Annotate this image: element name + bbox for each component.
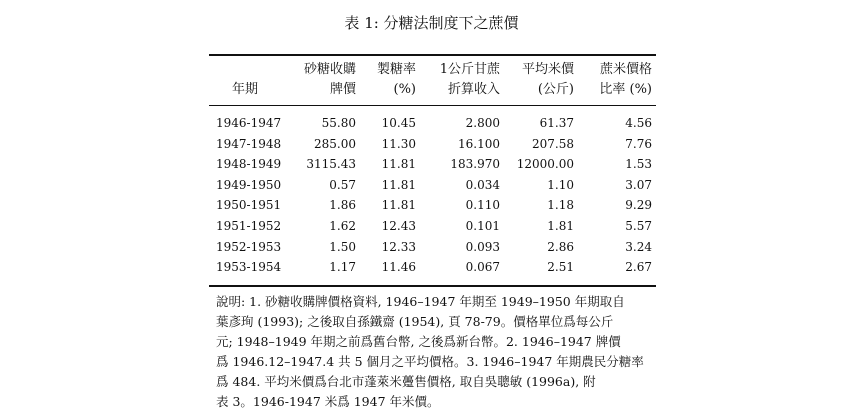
cell-ratio: 7.76 bbox=[625, 136, 652, 151]
cell-rice: 12000.00 bbox=[516, 157, 574, 172]
cell-period: 1951-1952 bbox=[216, 219, 282, 233]
cell-yield: 12.33 bbox=[381, 239, 416, 254]
cell-period: 1948-1949 bbox=[216, 157, 282, 172]
header-rice-line1: 平均米價 bbox=[521, 62, 574, 77]
cell-ratio: 1.53 bbox=[625, 157, 652, 172]
cell-yield: 11.46 bbox=[381, 260, 416, 275]
note-line: 爲 1946.12–1947.4 共 5 個月之平均價格。3. 1946–1947 年期農民分糖率 bbox=[216, 354, 644, 369]
cell-period: 1946-1947 bbox=[216, 116, 282, 130]
note-line: 表 3。1946-1947 米爲 1947 年米價。 bbox=[216, 394, 440, 409]
cell-yield: 11.81 bbox=[381, 198, 416, 213]
cell-period: 1953-1954 bbox=[216, 260, 282, 275]
cell-price: 1.17 bbox=[329, 260, 356, 275]
cell-income: 0.067 bbox=[465, 260, 500, 275]
cell-ratio: 3.07 bbox=[625, 177, 652, 192]
header-price-line1: 砂糖收購 bbox=[303, 62, 356, 77]
note-line: 元; 1948–1949 年期之前爲舊台幣, 之後爲新台幣。2. 1946–1947 牌價 bbox=[216, 334, 621, 349]
cell-price: 0.57 bbox=[329, 177, 356, 192]
note-line: 葉彥珣 (1993); 之後取自孫鐵齋 (1954), 頁 78-79。價格單位爲每公斤 bbox=[216, 314, 614, 329]
header-yield-line2: (%) bbox=[393, 82, 416, 97]
cell-ratio: 9.29 bbox=[625, 198, 652, 213]
cell-yield: 10.45 bbox=[381, 116, 416, 130]
header-income-line2: 折算收入 bbox=[447, 82, 500, 97]
header-rice-line2: (公斤) bbox=[537, 82, 574, 97]
cell-price: 55.80 bbox=[321, 116, 356, 130]
cell-income: 0.093 bbox=[465, 239, 500, 254]
cell-rice: 2.86 bbox=[547, 239, 574, 254]
header-period-text: 年期 bbox=[232, 82, 259, 97]
cell-income: 0.110 bbox=[465, 198, 500, 213]
table-row bbox=[0, 237, 863, 257]
table-row bbox=[0, 216, 863, 236]
cell-price: 1.62 bbox=[329, 219, 356, 233]
header-rice bbox=[502, 60, 574, 100]
cell-rice: 1.10 bbox=[547, 177, 574, 192]
cell-income: 183.970 bbox=[450, 157, 500, 172]
table-caption: 表 1: 分糖法制度下之蔗價 bbox=[344, 14, 519, 32]
table-row bbox=[0, 175, 863, 195]
header-yield-line1: 製糖率 bbox=[376, 62, 416, 77]
cell-income: 16.100 bbox=[458, 136, 500, 151]
cell-ratio: 3.24 bbox=[625, 239, 652, 254]
cell-income: 2.800 bbox=[465, 116, 500, 130]
cell-period: 1947-1948 bbox=[216, 136, 282, 151]
cell-price: 1.50 bbox=[329, 239, 356, 254]
header-ratio-line1: 蔗米價格 bbox=[599, 62, 652, 77]
cell-income: 0.101 bbox=[465, 219, 500, 233]
cell-yield: 11.81 bbox=[381, 177, 416, 192]
cell-price: 3115.43 bbox=[306, 157, 356, 172]
top-rule bbox=[209, 54, 656, 56]
table-row bbox=[0, 257, 863, 277]
header-income-line1: 1公斤甘蔗 bbox=[439, 62, 500, 77]
note-line: 說明: 1. 砂糖收購牌價格資料, 1946–1947 年期至 1949–1950 年期取自 bbox=[216, 294, 625, 309]
header-income bbox=[420, 60, 500, 100]
cell-period: 1949-1950 bbox=[216, 177, 282, 192]
note-line: 爲 484. 平均米價爲台北市蓬萊米躉售價格, 取自吳聰敏 (1996a), 附 bbox=[216, 374, 596, 389]
table-row bbox=[0, 195, 863, 215]
cell-yield: 11.30 bbox=[381, 136, 416, 151]
table-row bbox=[0, 134, 863, 154]
cell-rice: 207.58 bbox=[532, 136, 574, 151]
header-ratio bbox=[574, 60, 652, 100]
cell-rice: 61.37 bbox=[539, 116, 574, 130]
cell-price: 285.00 bbox=[314, 136, 356, 151]
header-yield bbox=[350, 60, 416, 100]
cell-period: 1950-1951 bbox=[216, 198, 282, 213]
cell-ratio: 2.67 bbox=[625, 260, 652, 275]
cell-ratio: 5.57 bbox=[625, 219, 652, 233]
cell-ratio: 4.56 bbox=[625, 116, 652, 130]
cell-yield: 12.43 bbox=[381, 219, 416, 233]
cell-price: 1.86 bbox=[329, 198, 356, 213]
header-ratio-line2: 比率 (%) bbox=[599, 82, 652, 97]
header-period bbox=[232, 80, 258, 100]
table-note bbox=[216, 292, 652, 412]
cell-period: 1952-1953 bbox=[216, 239, 282, 254]
cell-rice: 1.18 bbox=[547, 198, 574, 213]
table-row bbox=[0, 154, 863, 174]
table-row bbox=[0, 113, 863, 133]
header-rule bbox=[209, 105, 656, 106]
cell-yield: 11.81 bbox=[381, 157, 416, 172]
header-price bbox=[280, 60, 356, 100]
cell-income: 0.034 bbox=[465, 177, 500, 192]
header-price-line2: 牌價 bbox=[329, 82, 356, 97]
cell-rice: 1.81 bbox=[547, 219, 574, 233]
bottom-rule bbox=[209, 285, 656, 287]
cell-rice: 2.51 bbox=[547, 260, 574, 275]
